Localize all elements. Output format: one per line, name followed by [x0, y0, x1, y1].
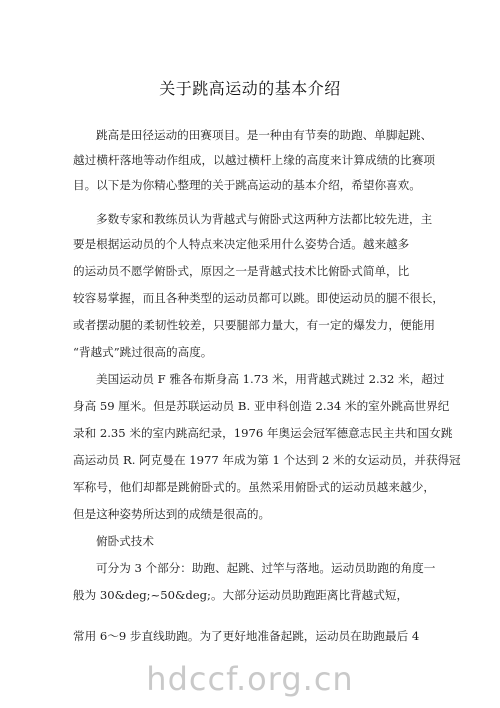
- paragraph-line: 较容易掌握，而且各种类型的运动员都可以跳。即使运动员的腿不很长，: [73, 291, 445, 305]
- paragraph-line: 越过横杆落地等动作组成，以越过横杆上缘的高度来计算成绩的比赛项: [73, 153, 435, 167]
- watermark: hdccf.org.cn: [146, 660, 354, 698]
- paragraph-line: 录和 2.35 米的室内跳高纪录，1976 年奥运会冠军德意志民主共和国女跳: [73, 426, 453, 440]
- paragraph-line: 高运动员 R. 阿克曼在 1977 年成为第 1 个达到 2 米的女运动员，并获得冠: [73, 453, 461, 467]
- paragraph-line: 多数专家和教练员认为背越式与俯卧式这两种方法都比较先进，主: [96, 212, 433, 226]
- paragraph-line: 身高 59 厘米。但是苏联运动员 B. 亚申科创造 2.34 米的室外跳高世界纪: [73, 399, 450, 413]
- paragraph-line: 美国运动员 F 雅各布斯身高 1.73 米，用背越式跳过 2.32 米，超过: [96, 372, 445, 386]
- paragraph-line: 军称号，他们却都是跳俯卧式的。虽然采用俯卧式的运动员越来越少，: [73, 480, 435, 494]
- paragraph-line: 目。以下是为你精心整理的关于跳高运动的基本介绍，希望你喜欢。: [73, 178, 421, 192]
- paragraph-line: 要是根据运动员的个人特点来决定他采用什么姿势合适。越来越多: [73, 237, 410, 251]
- page-title: 关于跳高运动的基本介绍: [159, 79, 341, 98]
- section-heading: 俯卧式技术: [96, 534, 154, 548]
- paragraph-line: 常用 6～9 步直线助跑。为了更好地准备起跳，运动员在助跑最后 4: [73, 629, 420, 643]
- paragraph-line: 但是这种姿势所达到的成绩是很高的。: [73, 507, 271, 521]
- paragraph-line: 跳高是田径运动的田赛项目。是一种由有节奏的助跑、单脚起跳、: [96, 128, 433, 142]
- paragraph-line: “背越式”跳过很高的高度。: [73, 345, 213, 359]
- paragraph-line: 的运动员不愿学俯卧式，原因之一是背越式技术比俯卧式简单，比: [73, 264, 410, 278]
- paragraph-line: 或者摆动腿的柔韧性较差，只要腿部力量大，有一定的爆发力，便能用: [73, 318, 435, 332]
- paragraph-line: 般为 30&deg;~50&deg;。大部分运动员助跑距离比背越式短，: [73, 588, 409, 602]
- paragraph-line: 可分为 3 个部分：助跑、起跳、过竿与落地。运动员助跑的角度一: [96, 561, 436, 575]
